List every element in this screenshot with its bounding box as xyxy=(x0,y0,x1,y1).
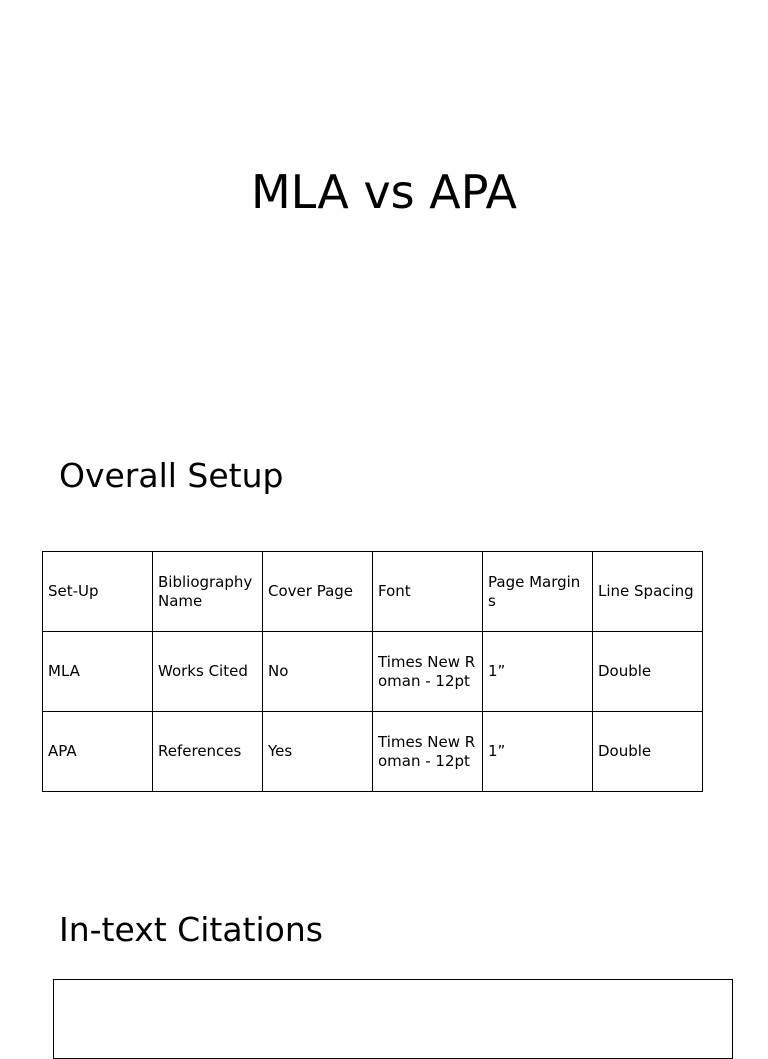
table-cell: Page Margins xyxy=(483,552,593,632)
table-header-row xyxy=(43,552,703,632)
table-cell: Times New Roman - 12pt xyxy=(373,712,483,792)
table-cell: MLA xyxy=(43,632,153,712)
section-heading-in-text-citations: In-text Citations xyxy=(59,910,323,949)
section-heading-overall-setup: Overall Setup xyxy=(59,456,284,495)
table-row xyxy=(43,632,703,712)
table-row xyxy=(43,712,703,792)
table-cell: Times New Roman - 12pt xyxy=(373,632,483,712)
table-cell: Set-Up xyxy=(43,552,153,632)
setup-comparison-table xyxy=(42,551,703,792)
in-text-citations-table-frame xyxy=(53,979,733,1059)
table-cell: Cover Page xyxy=(263,552,373,632)
table-cell: Yes xyxy=(263,712,373,792)
table-cell: No xyxy=(263,632,373,712)
table-cell: APA xyxy=(43,712,153,792)
table-cell: Line Spacing xyxy=(593,552,703,632)
table-cell: Bibliography Name xyxy=(153,552,263,632)
table-cell: 1” xyxy=(483,712,593,792)
table-cell: References xyxy=(153,712,263,792)
table-cell: Works Cited xyxy=(153,632,263,712)
table-cell: Double xyxy=(593,712,703,792)
page-title: MLA vs APA xyxy=(250,165,517,219)
table-cell: 1” xyxy=(483,632,593,712)
table-cell: Font xyxy=(373,552,483,632)
table-cell: Double xyxy=(593,632,703,712)
